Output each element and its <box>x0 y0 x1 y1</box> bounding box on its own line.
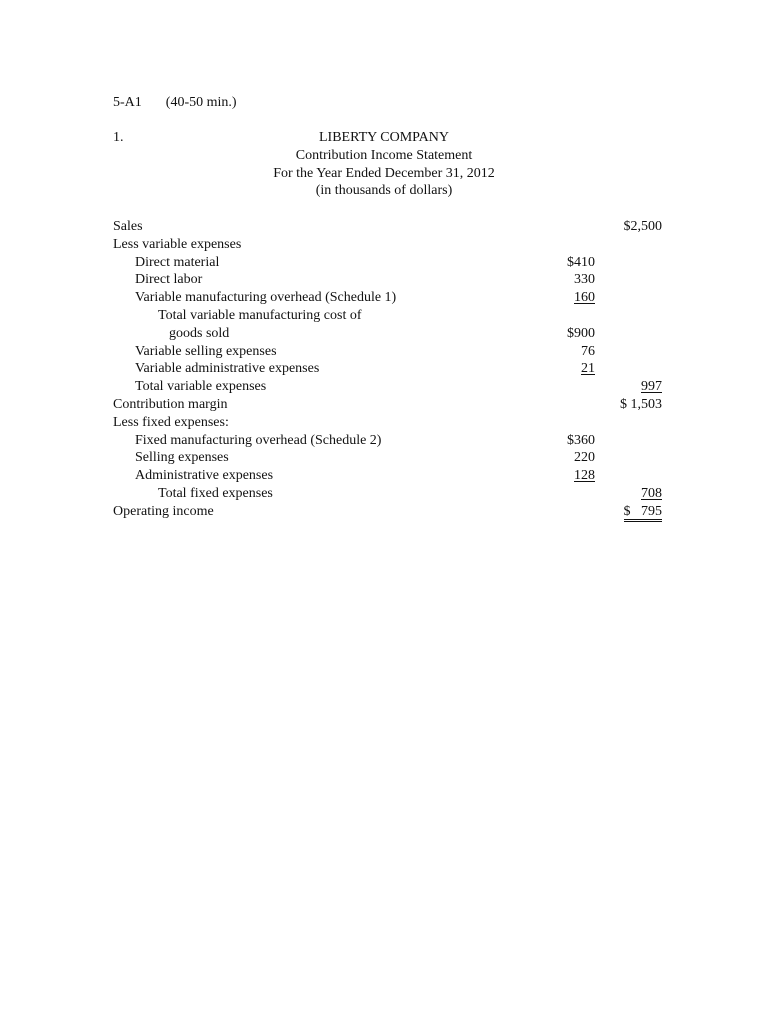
row-total-fixed <box>113 485 673 503</box>
row-amount: $410 <box>567 254 595 270</box>
row-label: Less variable expenses <box>113 236 242 252</box>
row-label: Sales <box>113 219 143 234</box>
row-total: $ 1,503 <box>620 396 662 412</box>
row-var-selling <box>113 343 673 361</box>
row-amount: 21 <box>581 361 595 377</box>
row-amount: 76 <box>581 343 595 359</box>
row-total-var-mfg-a <box>113 307 673 325</box>
row-fixed-mfg-overhead <box>113 432 673 450</box>
row-amount: $360 <box>567 432 595 448</box>
row-total-var-mfg-b <box>113 325 673 343</box>
row-amount: 160 <box>574 290 595 306</box>
row-total-variable <box>113 378 673 396</box>
row-total: 997 <box>641 379 662 395</box>
row-less-variable <box>113 236 673 254</box>
row-label: Administrative expenses <box>135 468 274 484</box>
row-total: $2,500 <box>623 219 662 234</box>
income-statement <box>113 218 673 521</box>
row-sales <box>113 218 673 236</box>
row-direct-labor <box>113 271 673 289</box>
statement-period: For the Year Ended December 31, 2012 <box>273 165 495 181</box>
row-less-fixed <box>113 414 673 432</box>
problem-time: (40-50 min.) <box>165 95 237 110</box>
row-var-admin <box>113 360 673 378</box>
row-amount: $900 <box>567 325 595 341</box>
row-label: Total variable expenses <box>135 379 267 395</box>
row-label: Variable selling expenses <box>135 343 277 359</box>
row-contribution-margin <box>113 396 673 414</box>
row-operating-income <box>113 503 673 521</box>
row-label: Selling expenses <box>135 450 229 466</box>
row-label: Fixed manufacturing overhead (Schedule 2) <box>135 432 382 448</box>
row-total: 708 <box>641 485 662 501</box>
row-amount: 330 <box>574 272 595 288</box>
row-label: Direct labor <box>135 272 203 288</box>
row-label: goods sold <box>169 325 230 341</box>
row-label: Variable administrative expenses <box>135 361 320 377</box>
row-label: Contribution margin <box>113 396 228 412</box>
row-total: $ 795 <box>624 504 663 522</box>
row-label: Total fixed expenses <box>158 485 273 501</box>
row-var-mfg-overhead <box>113 289 673 307</box>
row-label: Direct material <box>135 254 220 270</box>
row-selling <box>113 449 673 467</box>
problem-id: 5-A1 <box>113 95 142 110</box>
row-label: Variable manufacturing overhead (Schedule 1) <box>135 290 397 306</box>
company-name: LIBERTY COMPANY <box>319 130 449 145</box>
problem-header <box>113 94 237 112</box>
row-amount: 128 <box>574 468 595 484</box>
row-admin <box>113 467 673 485</box>
row-amount: 220 <box>574 450 595 466</box>
statement-heading <box>234 129 534 200</box>
part-number: 1. <box>113 130 124 145</box>
row-label: Total variable manufacturing cost of <box>158 307 362 323</box>
statement-units: (in thousands of dollars) <box>315 183 453 199</box>
row-label: Operating income <box>113 503 214 519</box>
row-label: Less fixed expenses: <box>113 414 229 430</box>
row-direct-material <box>113 254 673 272</box>
statement-title: Contribution Income Statement <box>295 147 473 163</box>
